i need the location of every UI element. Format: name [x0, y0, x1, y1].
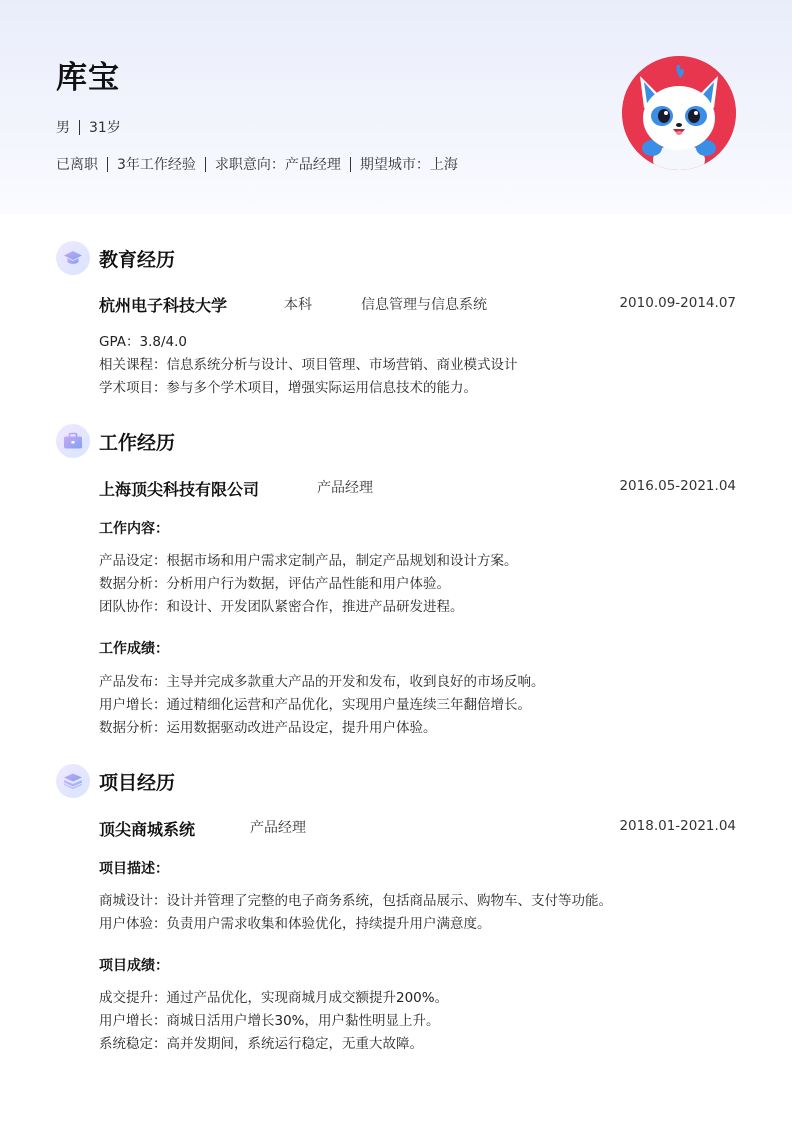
project-results-label: 项目成绩： [99, 958, 169, 974]
divider [107, 157, 108, 172]
project-dates: 2018.01-2021.04 [619, 818, 736, 834]
list-item: 成交提升：通过产品优化，实现商城月成交额提升200%。 [99, 990, 449, 1006]
divider [205, 157, 206, 172]
cartoon-cat-avatar-icon [622, 56, 736, 170]
list-item: 数据分析：运用数据驱动改进产品设定，提升用户体验。 [99, 720, 437, 736]
project-name: 顶尖商城系统 [99, 820, 196, 839]
work-results-label: 工作成绩： [99, 641, 169, 657]
graduation-cap-icon [56, 241, 90, 275]
job-intent: 求职意向：产品经理 [214, 157, 341, 173]
school-name: 杭州电子科技大学 [99, 296, 228, 315]
work-results-list [99, 671, 545, 740]
layers-icon [56, 764, 90, 798]
project-section-title [56, 764, 175, 798]
list-item: 产品设定：根据市场和用户需求定制产品，制定产品规划和设计方案。 [99, 553, 518, 569]
major: 信息管理与信息系统 [361, 297, 487, 313]
list-item: 用户增长：商城日活用户增长30%，用户黏性明显上升。 [99, 1013, 440, 1029]
education-section-title [56, 241, 175, 275]
briefcase-icon [56, 424, 90, 458]
work-content-label: 工作内容： [99, 521, 169, 537]
project-results-list [99, 987, 448, 1056]
list-item: 学术项目：参与多个学术项目，增强实际运用信息技术的能力。 [99, 380, 477, 396]
job-role: 产品经理 [317, 480, 373, 496]
age: 31岁 [89, 120, 121, 136]
education-dates: 2010.09-2014.07 [619, 295, 736, 311]
project-description-label: 项目描述： [99, 861, 169, 877]
degree: 本科 [284, 297, 312, 313]
avatar [622, 56, 736, 170]
project-role: 产品经理 [250, 820, 306, 836]
education-details [99, 331, 518, 400]
section-heading: 项目经历 [99, 771, 176, 794]
list-item: GPA：3.8/4.0 [99, 334, 187, 350]
divider [79, 120, 80, 135]
employment-status: 已离职 [56, 157, 98, 173]
years-experience: 3年工作经验 [117, 157, 196, 173]
work-dates: 2016.05-2021.04 [619, 478, 736, 494]
section-heading: 教育经历 [99, 248, 176, 271]
list-item: 系统稳定：高并发期间，系统运行稳定，无重大故障。 [99, 1036, 423, 1052]
gender: 男 [56, 120, 70, 136]
work-content-list [99, 550, 518, 619]
candidate-name: 库宝 [56, 60, 120, 96]
list-item: 商城设计：设计并管理了完整的电子商务系统，包括商品展示、购物车、支付等功能。 [99, 893, 612, 909]
job-intent-row [56, 154, 458, 174]
work-section-title [56, 424, 175, 458]
list-item: 团队协作：和设计、开发团队紧密合作，推进产品研发进程。 [99, 599, 464, 615]
list-item: 用户增长：通过精细化运营和产品优化，实现用户量连续三年翻倍增长。 [99, 697, 531, 713]
list-item: 数据分析：分析用户行为数据，评估产品性能和用户体验。 [99, 576, 450, 592]
expected-city: 期望城市：上海 [359, 157, 458, 173]
section-heading: 工作经历 [99, 431, 176, 454]
list-item: 用户体验：负责用户需求收集和体验优化，持续提升用户满意度。 [99, 916, 491, 932]
list-item: 相关课程：信息系统分析与设计、项目管理、市场营销、商业模式设计 [99, 357, 518, 373]
divider [350, 157, 351, 172]
basic-info-row [56, 117, 121, 137]
project-description-list [99, 890, 612, 936]
company-name: 上海顶尖科技有限公司 [99, 480, 260, 499]
list-item: 产品发布：主导并完成多款重大产品的开发和发布，收到良好的市场反响。 [99, 674, 545, 690]
